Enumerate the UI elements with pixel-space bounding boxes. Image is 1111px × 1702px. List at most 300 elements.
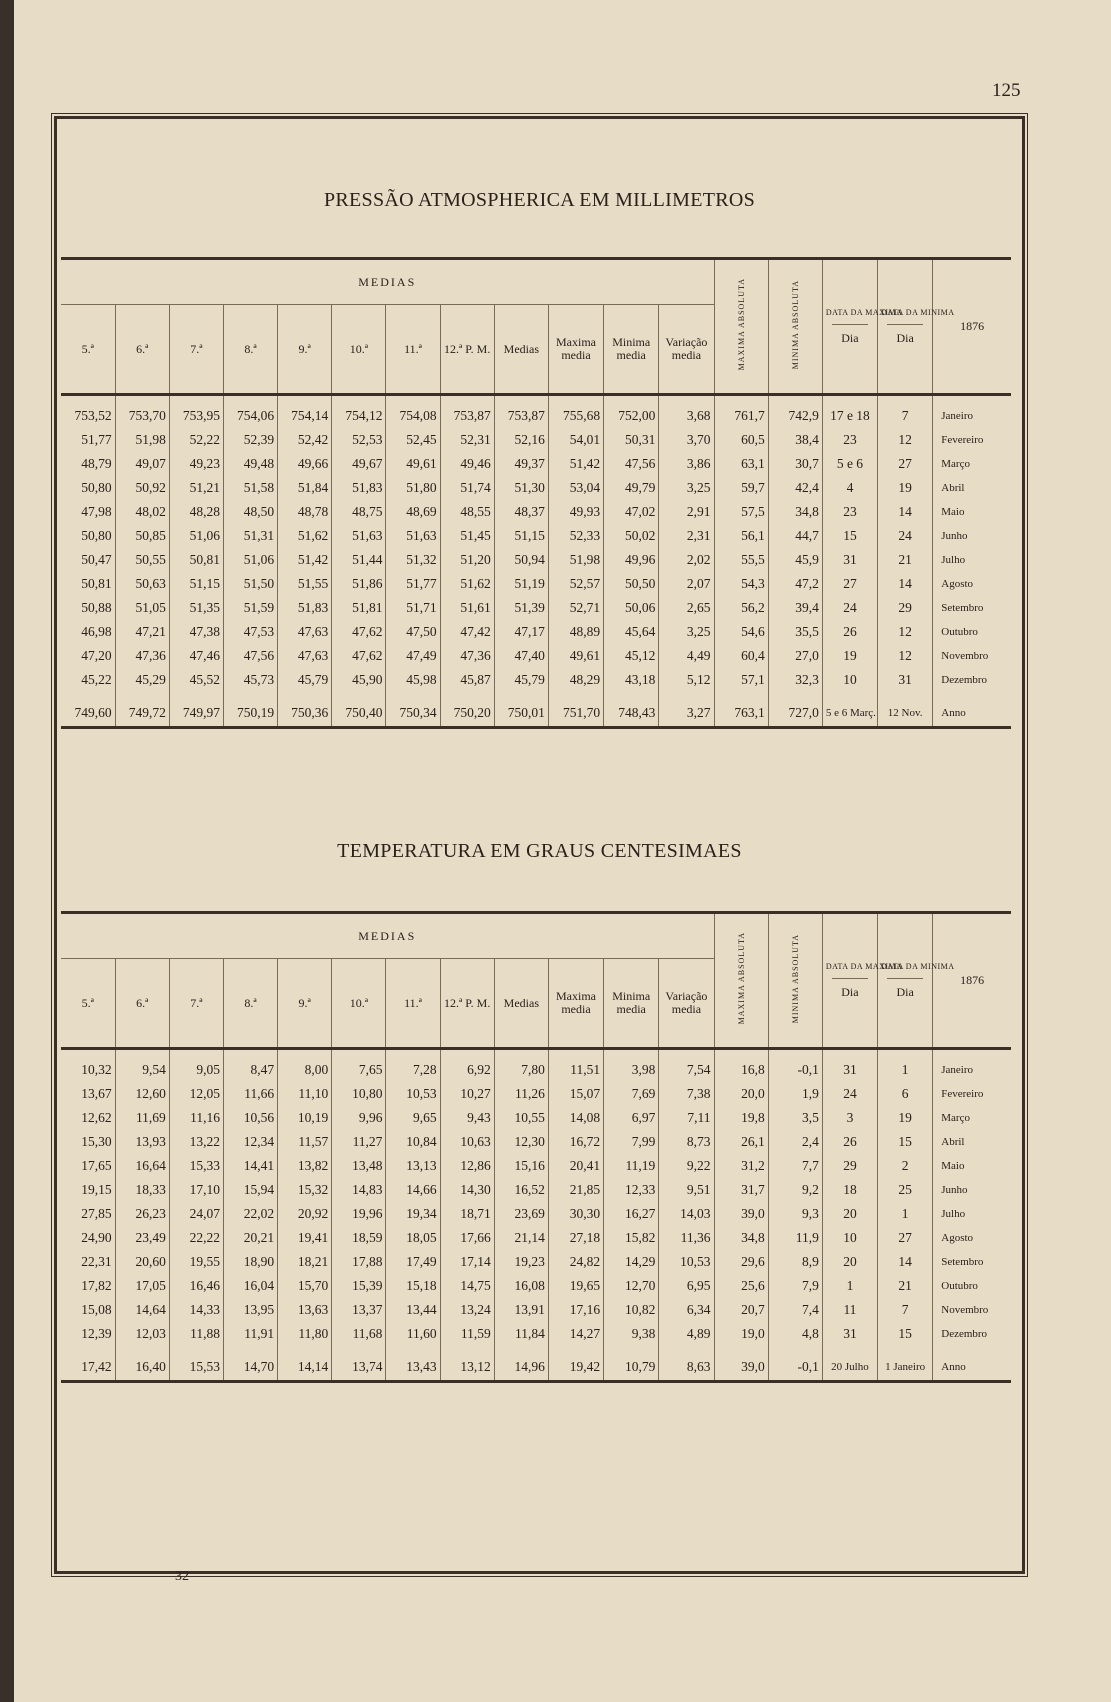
- table-cell: 753,87: [494, 395, 548, 429]
- table-cell: 47,36: [440, 644, 494, 668]
- table-cell: 51,20: [440, 548, 494, 572]
- table-cell: 50,81: [169, 548, 223, 572]
- table-cell: 14,27: [548, 1322, 603, 1346]
- table-cell: Março: [933, 452, 1011, 476]
- table-cell: 10,53: [386, 1082, 440, 1106]
- table-cell: 27,0: [768, 644, 822, 668]
- hour-header: 8.ª: [223, 959, 277, 1049]
- table-cell: 52,33: [548, 524, 603, 548]
- table-cell: 51,61: [440, 596, 494, 620]
- hour-header: 7.ª: [169, 959, 223, 1049]
- table-cell: Maio: [933, 500, 1011, 524]
- table-cell: 50,88: [81, 600, 112, 615]
- table-cell: 50,81: [81, 576, 112, 591]
- table-cell: 11,10: [278, 1082, 332, 1106]
- table-cell: 11,68: [332, 1322, 386, 1346]
- table-cell: 13,44: [386, 1298, 440, 1322]
- table-cell: 6,34: [659, 1298, 714, 1322]
- annual-cell: 3,27: [659, 692, 714, 728]
- table-row: [61, 548, 1011, 572]
- table-cell: 12,39: [81, 1326, 112, 1341]
- table-cell: 45,79: [494, 668, 548, 692]
- table-cell: -0,1: [768, 1049, 822, 1083]
- table-cell: 10: [822, 1226, 877, 1250]
- table-cell: 19,55: [169, 1250, 223, 1274]
- table-cell: 16,52: [494, 1178, 548, 1202]
- table-cell: 17,82: [81, 1278, 112, 1293]
- table-cell: 12,33: [604, 1178, 659, 1202]
- table-cell: 46,98: [81, 624, 112, 639]
- table-cell: 53,04: [548, 476, 603, 500]
- table-cell: Novembro: [933, 644, 1011, 668]
- table-cell: 16,04: [223, 1274, 277, 1298]
- table-cell: 13,93: [115, 1130, 169, 1154]
- hour-header: 5.ª: [81, 995, 94, 1010]
- table-cell: 49,67: [332, 452, 386, 476]
- table-row: [61, 1250, 1011, 1274]
- table-cell: 45,52: [169, 668, 223, 692]
- table-cell: 20: [822, 1202, 877, 1226]
- medias-header: MEDIAS: [61, 259, 714, 305]
- table-cell: 19: [878, 476, 933, 500]
- table-cell: 48,02: [115, 500, 169, 524]
- table-cell: 50,47: [81, 552, 112, 567]
- table-cell: 3,68: [659, 395, 714, 429]
- table-cell: 38,4: [768, 428, 822, 452]
- table-cell: 45,64: [604, 620, 659, 644]
- table-cell: 29,6: [714, 1250, 768, 1274]
- table-cell: 754,14: [278, 395, 332, 429]
- table-cell: 8,47: [223, 1049, 277, 1083]
- table-cell: 14,29: [604, 1250, 659, 1274]
- table-cell: 15,08: [81, 1302, 112, 1317]
- table-cell: 20,7: [714, 1298, 768, 1322]
- table-cell: 50,31: [604, 428, 659, 452]
- table-cell: 51,19: [494, 572, 548, 596]
- table-cell: 21,85: [548, 1178, 603, 1202]
- table-cell: 27,85: [81, 1206, 112, 1221]
- table-cell: 7,7: [768, 1154, 822, 1178]
- table-cell: 752,00: [604, 395, 659, 429]
- table-cell: 42,4: [768, 476, 822, 500]
- table-cell: 45,90: [332, 668, 386, 692]
- table-cell: 14,30: [440, 1178, 494, 1202]
- table-cell: 15,30: [81, 1134, 112, 1149]
- table-cell: Outubro: [933, 620, 1011, 644]
- table-cell: 7,99: [604, 1130, 659, 1154]
- table-cell: 15,16: [494, 1154, 548, 1178]
- table-cell: 2: [878, 1154, 933, 1178]
- table-cell: 753,95: [169, 395, 223, 429]
- table-cell: 52,31: [440, 428, 494, 452]
- hour-header: 11.ª: [386, 959, 440, 1049]
- table-cell: 50,63: [115, 572, 169, 596]
- hour-header: 9.ª: [278, 305, 332, 395]
- table-cell: 27: [822, 572, 877, 596]
- table-cell: 45,79: [278, 668, 332, 692]
- table-cell: 45,29: [115, 668, 169, 692]
- table-cell: 3,5: [768, 1106, 822, 1130]
- table-cell: 25: [878, 1178, 933, 1202]
- annual-cell: 749,72: [115, 692, 169, 728]
- table-cell: 6,95: [659, 1274, 714, 1298]
- table-cell: 11,19: [604, 1154, 659, 1178]
- table-cell: 47,36: [115, 644, 169, 668]
- min-media-header: Minima media: [604, 959, 659, 1049]
- table-cell: 15: [822, 524, 877, 548]
- table-cell: 2,91: [659, 500, 714, 524]
- annual-cell: 14,14: [278, 1346, 332, 1382]
- table-cell: 16,27: [604, 1202, 659, 1226]
- table-cell: 15: [878, 1130, 933, 1154]
- table-cell: 51,74: [440, 476, 494, 500]
- table-cell: 34,8: [768, 500, 822, 524]
- table-cell: 60,4: [714, 644, 768, 668]
- table-cell: 31,7: [714, 1178, 768, 1202]
- table-cell: 15,07: [548, 1082, 603, 1106]
- table-cell: 51,45: [440, 524, 494, 548]
- table-cell: 50,55: [115, 548, 169, 572]
- table-cell: 18,59: [332, 1226, 386, 1250]
- table-cell: 16,72: [548, 1130, 603, 1154]
- table-cell: 49,23: [169, 452, 223, 476]
- table-cell: 51,05: [115, 596, 169, 620]
- table-cell: 51,63: [386, 524, 440, 548]
- table-cell: 3,86: [659, 452, 714, 476]
- table-cell: 45,9: [768, 548, 822, 572]
- table-cell: 13,37: [332, 1298, 386, 1322]
- annual-cell: 750,40: [332, 692, 386, 728]
- table-cell: 9,3: [768, 1202, 822, 1226]
- table-cell: 24: [878, 524, 933, 548]
- table-cell: 13,24: [440, 1298, 494, 1322]
- table-cell: 29: [878, 596, 933, 620]
- table-cell: 52,39: [223, 428, 277, 452]
- table-cell: 24: [822, 1082, 877, 1106]
- table-cell: 753,52: [61, 395, 115, 429]
- annual-cell: 750,01: [494, 692, 548, 728]
- table-cell: 51,59: [223, 596, 277, 620]
- table-cell: 17,65: [81, 1158, 112, 1173]
- min-abs-header: MINIMA ABSOLUTA: [768, 913, 822, 1049]
- table-cell: Maio: [933, 1154, 1011, 1178]
- table-row: [61, 524, 1011, 548]
- table-cell: 4,49: [659, 644, 714, 668]
- table-cell: 3,98: [604, 1049, 659, 1083]
- table-cell: 14: [878, 572, 933, 596]
- table-cell: 49,66: [278, 452, 332, 476]
- temperature-title: TEMPERATURA EM GRAUS CENTESIMAES: [337, 840, 742, 862]
- table-row: [61, 1226, 1011, 1250]
- table-cell: 31,2: [714, 1154, 768, 1178]
- table-cell: 12,70: [604, 1274, 659, 1298]
- hour-header: 10.ª: [332, 305, 386, 395]
- table-cell: 55,5: [714, 548, 768, 572]
- table-cell: 12,86: [440, 1154, 494, 1178]
- table-cell: 1: [822, 1274, 877, 1298]
- book-page: [14, 0, 1111, 1702]
- table-cell: 1,9: [768, 1082, 822, 1106]
- table-cell: 51,86: [332, 572, 386, 596]
- table-cell: 31: [822, 1322, 877, 1346]
- table-cell: 3,25: [659, 620, 714, 644]
- table-cell: 19,15: [81, 1182, 112, 1197]
- annual-cell: 748,43: [604, 692, 659, 728]
- table-cell: 11,59: [440, 1322, 494, 1346]
- table-cell: 15: [878, 1322, 933, 1346]
- table-cell: 18,21: [278, 1250, 332, 1274]
- annual-row: [61, 692, 1011, 728]
- table-cell: 48,69: [386, 500, 440, 524]
- table-cell: 19,8: [714, 1106, 768, 1130]
- table-cell: 11,27: [332, 1130, 386, 1154]
- table-cell: 11,60: [386, 1322, 440, 1346]
- table-cell: 47,02: [604, 500, 659, 524]
- table-cell: 18,90: [223, 1250, 277, 1274]
- table-cell: 11,80: [278, 1322, 332, 1346]
- table-cell: 45,87: [440, 668, 494, 692]
- table-cell: Fevereiro: [933, 428, 1011, 452]
- table-cell: 23,69: [494, 1202, 548, 1226]
- signature-mark: 32: [175, 1569, 189, 1584]
- table-cell: 6,97: [604, 1106, 659, 1130]
- table-cell: Fevereiro: [933, 1082, 1011, 1106]
- table-cell: 14,33: [169, 1298, 223, 1322]
- table-cell: 16,64: [115, 1154, 169, 1178]
- table-cell: 754,06: [223, 395, 277, 429]
- table-cell: 9,38: [604, 1322, 659, 1346]
- annual-cell: 750,36: [278, 692, 332, 728]
- table-cell: 7: [878, 395, 933, 429]
- table-cell: 2,02: [659, 548, 714, 572]
- table-cell: 45,73: [223, 668, 277, 692]
- table-cell: 17 e 18: [822, 395, 877, 429]
- table-cell: 27: [878, 1226, 933, 1250]
- table-row: [61, 452, 1011, 476]
- table-cell: 14,08: [548, 1106, 603, 1130]
- table-cell: 14: [878, 1250, 933, 1274]
- table-cell: 52,53: [332, 428, 386, 452]
- table-cell: 2,31: [659, 524, 714, 548]
- table-cell: 51,06: [223, 548, 277, 572]
- table-cell: 51,84: [278, 476, 332, 500]
- table-cell: 9,05: [169, 1049, 223, 1083]
- table-cell: 51,83: [278, 596, 332, 620]
- table-cell: 47,20: [81, 648, 112, 663]
- table-cell: 761,7: [714, 395, 768, 429]
- table-cell: 51,30: [494, 476, 548, 500]
- annual-cell: 20 Julho: [822, 1346, 877, 1382]
- table-cell: 31: [822, 1049, 877, 1083]
- table-cell: 10,82: [604, 1298, 659, 1322]
- table-cell: 47,98: [81, 504, 112, 519]
- table-cell: 13,48: [332, 1154, 386, 1178]
- table-cell: 10,55: [494, 1106, 548, 1130]
- table-cell: 51,44: [332, 548, 386, 572]
- annual-cell: 727,0: [768, 692, 822, 728]
- table-cell: 2,4: [768, 1130, 822, 1154]
- table-cell: 45,22: [81, 672, 112, 687]
- table-cell: 20,41: [548, 1154, 603, 1178]
- table-row: [61, 644, 1011, 668]
- annual-cell: 12 Nov.: [878, 692, 933, 728]
- table-cell: Dezembro: [933, 668, 1011, 692]
- table-cell: 50,92: [115, 476, 169, 500]
- table-cell: 51,62: [278, 524, 332, 548]
- table-cell: 50,80: [81, 480, 112, 495]
- table-row: [61, 1322, 1011, 1346]
- hour-header: 12.ª P. M.: [440, 959, 494, 1049]
- annual-cell: 19,42: [548, 1346, 603, 1382]
- table-cell: 49,37: [494, 452, 548, 476]
- table-cell: 26: [822, 1130, 877, 1154]
- table-cell: 54,3: [714, 572, 768, 596]
- table-cell: 23: [822, 428, 877, 452]
- table-cell: 4,8: [768, 1322, 822, 1346]
- table-cell: 6,92: [440, 1049, 494, 1083]
- max-media-header: Maxima media: [548, 305, 603, 395]
- table-cell: 20,0: [714, 1082, 768, 1106]
- table-cell: Outubro: [933, 1274, 1011, 1298]
- table-cell: 63,1: [714, 452, 768, 476]
- table-cell: 49,93: [548, 500, 603, 524]
- table-cell: 1: [878, 1049, 933, 1083]
- table-cell: Agosto: [933, 572, 1011, 596]
- table-cell: 2,65: [659, 596, 714, 620]
- table-cell: 7,65: [332, 1049, 386, 1083]
- table-cell: 9,65: [386, 1106, 440, 1130]
- table-cell: 52,45: [386, 428, 440, 452]
- date-max-header: DATA DA MAXIMA Dia: [822, 913, 877, 1049]
- table-cell: 30,30: [548, 1202, 603, 1226]
- table-cell: 52,71: [548, 596, 603, 620]
- table-cell: 7,9: [768, 1274, 822, 1298]
- table-cell: 17,88: [332, 1250, 386, 1274]
- table-cell: 11,57: [278, 1130, 332, 1154]
- table-cell: 11,36: [659, 1226, 714, 1250]
- table-cell: 57,1: [714, 668, 768, 692]
- hour-header: 6.ª: [115, 959, 169, 1049]
- table-cell: 16,8: [714, 1049, 768, 1083]
- table-cell: 48,78: [278, 500, 332, 524]
- annual-cell: 750,20: [440, 692, 494, 728]
- table-cell: 51,63: [332, 524, 386, 548]
- table-cell: 15,32: [278, 1178, 332, 1202]
- table-cell: Janeiro: [933, 1049, 1011, 1083]
- annual-cell: 750,19: [223, 692, 277, 728]
- table-cell: 4,89: [659, 1322, 714, 1346]
- table-cell: 12: [878, 620, 933, 644]
- table-cell: 753,87: [440, 395, 494, 429]
- table-cell: 8,9: [768, 1250, 822, 1274]
- table-cell: 19: [822, 644, 877, 668]
- table-cell: Junho: [933, 1178, 1011, 1202]
- medias-col-header: Medias: [494, 959, 548, 1049]
- table-cell: 47,63: [278, 620, 332, 644]
- table-cell: 30,7: [768, 452, 822, 476]
- table-cell: 27,18: [548, 1226, 603, 1250]
- table-cell: Agosto: [933, 1226, 1011, 1250]
- annual-cell: 751,70: [548, 692, 603, 728]
- table-cell: 51,55: [278, 572, 332, 596]
- table-cell: 7,4: [768, 1298, 822, 1322]
- table-cell: 50,94: [494, 548, 548, 572]
- table-cell: 17,10: [169, 1178, 223, 1202]
- table-row: [61, 572, 1011, 596]
- max-abs-header: MAXIMA ABSOLUTA: [714, 259, 768, 395]
- table-cell: 9,43: [440, 1106, 494, 1130]
- table-cell: 11,26: [494, 1082, 548, 1106]
- table-cell: 51,21: [169, 476, 223, 500]
- table-cell: 19,41: [278, 1226, 332, 1250]
- table-cell: 54,6: [714, 620, 768, 644]
- table-cell: 12,03: [115, 1322, 169, 1346]
- table-cell: Setembro: [933, 1250, 1011, 1274]
- table-row: [61, 1154, 1011, 1178]
- table-cell: 21: [878, 1274, 933, 1298]
- table-cell: 52,42: [278, 428, 332, 452]
- table-cell: 18,71: [440, 1202, 494, 1226]
- medias-col-header: Medias: [494, 305, 548, 395]
- table-cell: 10,32: [61, 1049, 115, 1083]
- table-cell: 753,70: [115, 395, 169, 429]
- hour-header: 8.ª: [223, 305, 277, 395]
- annual-cell: 15,53: [169, 1346, 223, 1382]
- annual-cell: Anno: [933, 1346, 1011, 1382]
- table-cell: 11,69: [115, 1106, 169, 1130]
- table-cell: 50,06: [604, 596, 659, 620]
- table-cell: 47,56: [223, 644, 277, 668]
- annual-cell: 10,79: [604, 1346, 659, 1382]
- table-row: [61, 428, 1011, 452]
- table-cell: 15,94: [223, 1178, 277, 1202]
- table-cell: 39,0: [714, 1202, 768, 1226]
- table-cell: 12: [878, 428, 933, 452]
- table-cell: 50,80: [81, 528, 112, 543]
- table-cell: 12,30: [494, 1130, 548, 1154]
- table-cell: 50,50: [604, 572, 659, 596]
- hour-header: 6.ª: [115, 305, 169, 395]
- table-cell: 13,22: [169, 1130, 223, 1154]
- table-cell: 14: [878, 500, 933, 524]
- table-cell: 17,05: [115, 1274, 169, 1298]
- table-cell: 2,07: [659, 572, 714, 596]
- table-cell: 47,21: [115, 620, 169, 644]
- table-cell: 19,34: [386, 1202, 440, 1226]
- annual-cell: 14,70: [223, 1346, 277, 1382]
- table-cell: 49,96: [604, 548, 659, 572]
- annual-cell: 17,42: [61, 1346, 115, 1382]
- table-cell: 754,12: [332, 395, 386, 429]
- medias-header: MEDIAS: [61, 913, 714, 959]
- hour-header: 12.ª P. M.: [440, 305, 494, 395]
- table-cell: 17,16: [548, 1298, 603, 1322]
- table-cell: 54,01: [548, 428, 603, 452]
- table-cell: 7,80: [494, 1049, 548, 1083]
- max-media-header: Maxima media: [548, 959, 603, 1049]
- table-row: [61, 620, 1011, 644]
- table-cell: 9,2: [768, 1178, 822, 1202]
- annual-cell: Anno: [933, 692, 1011, 728]
- table-cell: 48,75: [332, 500, 386, 524]
- table-cell: 47,62: [332, 620, 386, 644]
- table-cell: 51,50: [223, 572, 277, 596]
- table-cell: 47,42: [440, 620, 494, 644]
- table-cell: 10,19: [278, 1106, 332, 1130]
- table-cell: 12,60: [115, 1082, 169, 1106]
- table-cell: 48,29: [548, 668, 603, 692]
- table-cell: 34,8: [714, 1226, 768, 1250]
